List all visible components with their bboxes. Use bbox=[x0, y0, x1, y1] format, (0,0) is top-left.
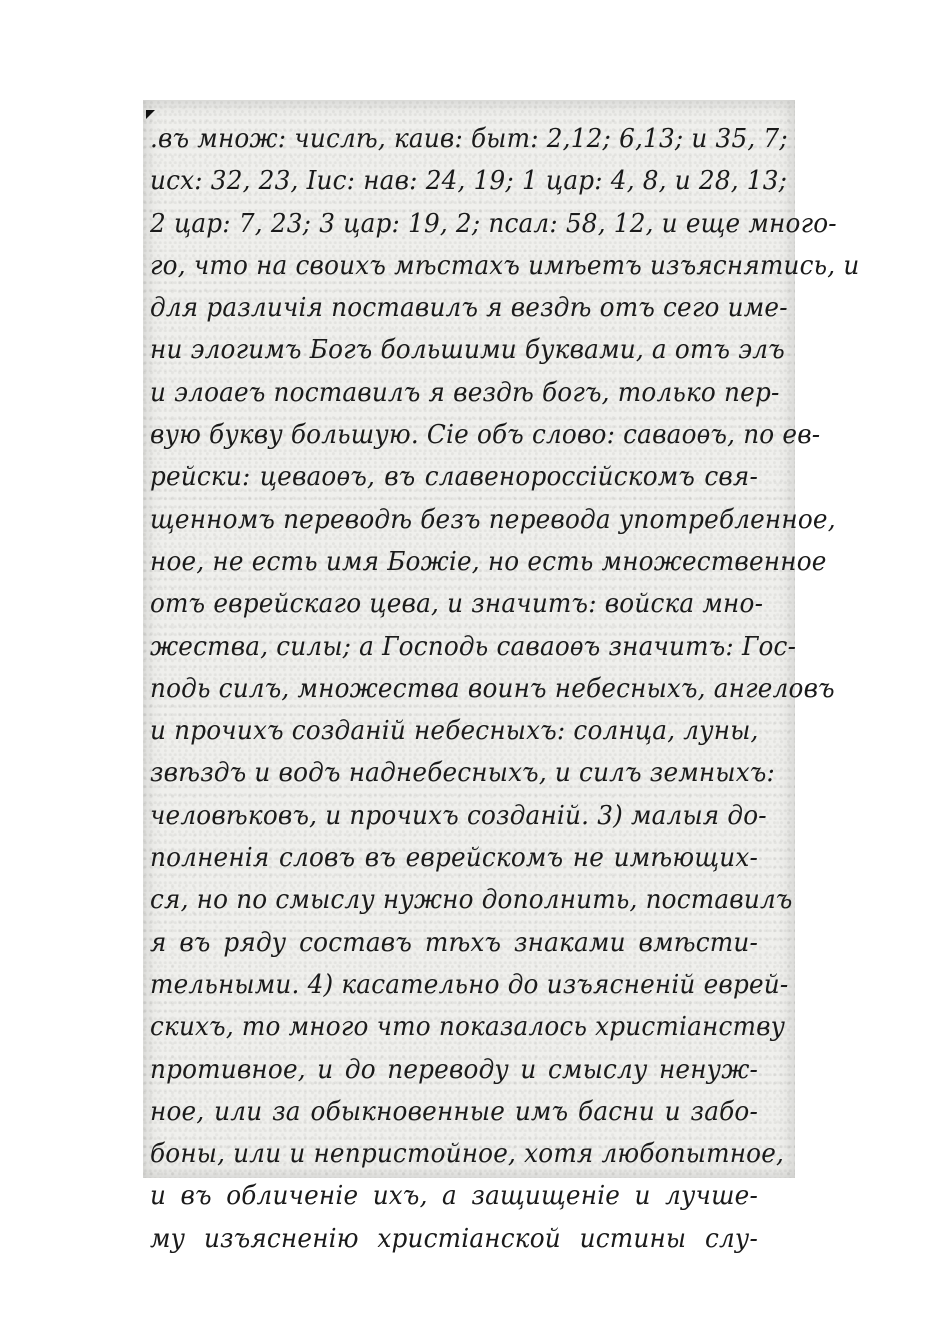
text-line: рейски: цеваоѳъ, въ славенороссійскомъ свя- bbox=[150, 462, 758, 493]
text-line: му изъясненію христіанской истины слу- bbox=[150, 1223, 758, 1254]
text-line: тельными. 4) касательно до изъясненій еврей- bbox=[150, 969, 789, 1000]
text-line: ное, не есть имя Божіе, но есть множественное bbox=[150, 546, 827, 577]
text-line: ся, но по смыслу нужно дополнить, поставилъ bbox=[150, 885, 793, 916]
text-line: исх: 32, 23, Іис: нав: 24, 19; 1 цар: 4, 8, и 28, 13; bbox=[150, 166, 788, 197]
text-line: ное, или за обыкновенные имъ басни и забо- bbox=[150, 1096, 758, 1127]
text-line: подь силъ, множества воинъ небесныхъ, ангеловъ bbox=[150, 673, 835, 704]
text-line: и въ обличеніе ихъ, а защищеніе и лучше- bbox=[150, 1181, 758, 1212]
manuscript-text bbox=[150, 118, 860, 1260]
text-line: я въ ряду составъ тѣхъ знаками вмѣсти- bbox=[150, 927, 758, 958]
text-line: го, что на своихъ мѣстахъ имѣетъ изъяснятись, и bbox=[150, 250, 860, 281]
text-line: щенномъ переводѣ безъ перевода употребленное, bbox=[150, 504, 836, 535]
text-line: ни элогимъ Богъ большими буквами, а отъ элъ bbox=[150, 335, 785, 366]
text-line: звѣздъ и водъ наднебесныхъ, и силъ земныхъ: bbox=[150, 758, 775, 789]
text-line: жества, силы; а Господь саваоѳъ значитъ: Гос- bbox=[150, 631, 797, 662]
text-line: и прочихъ созданій небесныхъ: солнца, луны, bbox=[150, 716, 759, 747]
text-line: скихъ, то много что показалось христіанству bbox=[150, 1012, 786, 1043]
text-line: противное, и до переводу и смыслу ненуж- bbox=[150, 1054, 758, 1085]
text-line: полненія словъ въ еврейскомъ не имѣющих- bbox=[150, 843, 758, 874]
text-line: человѣковъ, и прочихъ созданій. 3) малыя до- bbox=[150, 800, 767, 831]
text-line: для различія поставилъ я вездѣ отъ сего име- bbox=[150, 293, 788, 324]
text-line: отъ еврейскаго цева, и значитъ: войска мно- bbox=[150, 589, 764, 620]
text-line: и элоаеъ поставилъ я вездѣ богъ, только пер- bbox=[150, 377, 780, 408]
text-line: .въ множ: числѣ, каив: быт: 2,12; 6,13; и 35, 7; bbox=[150, 124, 788, 154]
text-line: вую букву большую. Сіе объ слово: саваоѳъ, по ев- bbox=[150, 420, 821, 451]
text-line: 2 цар: 7, 23; 3 цар: 19, 2; псал: 58, 12, и еще много- bbox=[150, 208, 837, 239]
text-line: боны, или и непристойное, хотя любопытное, bbox=[150, 1139, 785, 1170]
